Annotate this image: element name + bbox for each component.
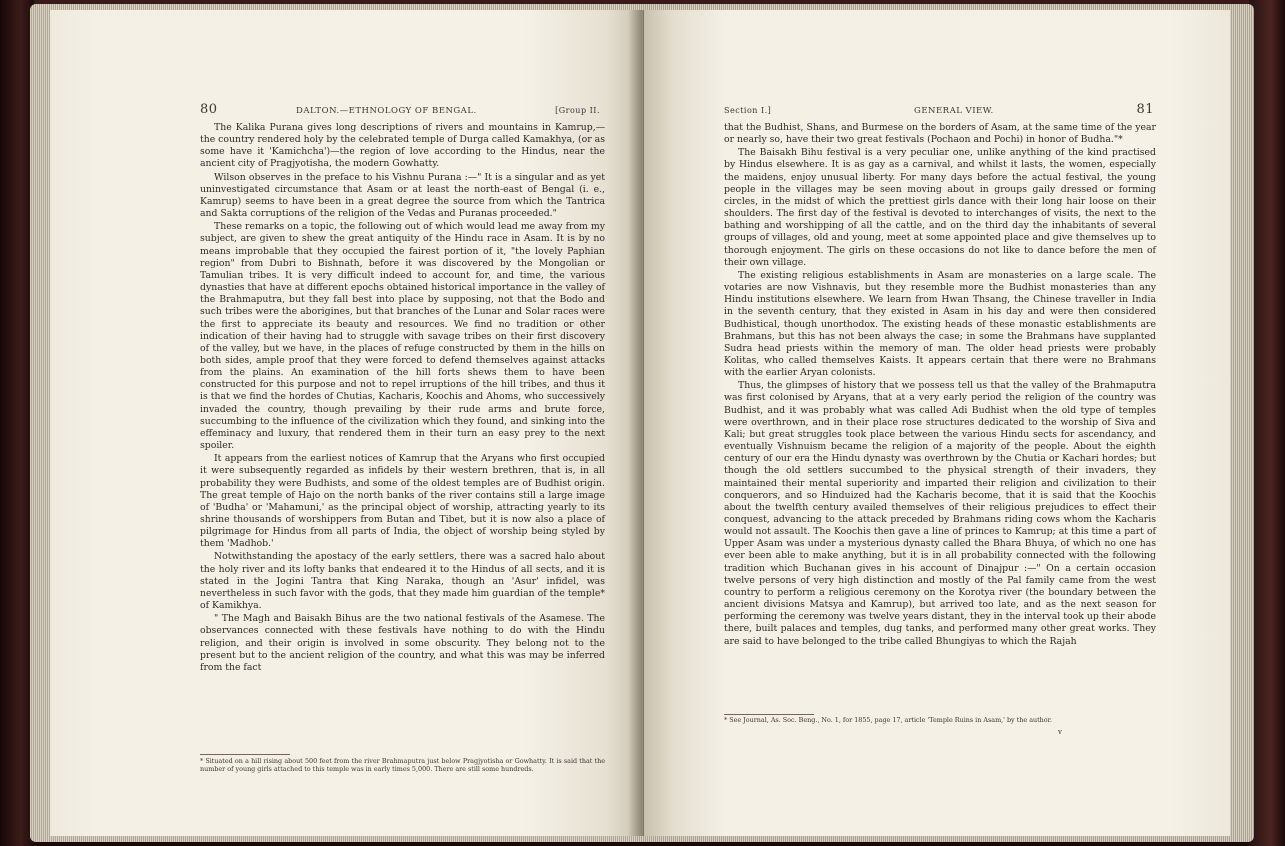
left-paragraph: " The Magh and Baisakh Bihus are the two national festivals of the Asamese. The observances connected with these festivals have nothing to do with the Hindu religion, and their origin is involved in some obscurity. They belong not to the present but to the ancient religion of the country, and what this was may be inferred from the fact	[200, 613, 605, 673]
right-section-label: Section I.]	[724, 106, 772, 115]
right-page-number: 81	[1136, 102, 1154, 117]
right-footnote: * See Journal, As. Soc. Beng., No. 1, for 1855, page 17, article 'Temple Ruins in Asam,' by the author.	[724, 716, 1053, 724]
cover-edge-left	[0, 0, 34, 846]
left-page	[50, 10, 642, 836]
left-footnote: * Situated on a hill rising about 500 feet from the river Brahmaputra just below Pragjyotisha or Gowhatty. It is said that the number of young girls attached to this temple was in early times 5,000. There are still some hundreds.	[200, 757, 605, 773]
left-paragraph: These remarks on a topic, the following out of which would lead me away from my subject, are given to shew the great antiquity of the Hindu race in Asam. It is by no means improbable that they occupied the fairest portion of it, "the lovely Paphian region" from Dubri to Bishnath, before it was discovered by the Mongolian or Tamulian tribes. It is very difficult indeed to account for, and time, the various dynasties that have at different epochs obtained historical importance in the valley of the Brahmaputra, but they fall best into place by supposing, not that the Bodo and such tribes were the aborigines, but that branches of the Lunar and Solar races were the first to appreciate its beauty and resources. We find no tradition or other indication of their having had to struggle with savage tribes on their first discovery of the valley, but we have, in the places of refuge constructed by them in the hills on both sides, ample proof that they were forced to defend themselves against attacks from the plains. An examination of the hill forts shews them to have been constructed for this purpose and not to repel irruptions of the hill tribes, and thus it is that we find the hordes of Chutias, Kacharis, Koochis and Ahoms, who successively invaded the country, though prevailing by their rude arms and brute force, succumbing to the influence of the civilization which they found, and sinking into the effeminacy and luxury, that rendered them in their turn an easy prey to the next spoiler.	[200, 221, 605, 452]
right-paragraph: The Baisakh Bihu festival is a very peculiar one, unlike anything of the kind practised by Hindus elsewhere. It is as gay as a carnival, and whilst it lasts, the women, especially the maidens, enjoy unusual liberty. For many days before the actual festival, the young people in the villages may be seen moving about in groups gaily dressed or forming circles, in the midst of which the prettiest girls dance with their long hair loose on their shoulders. The first day of the festival is devoted to interchanges of visits, the next to the bathing and worshipping of all the cattle, and on the third day the inhabitants of several groups of villages, old and young, meet at some appointed place and give themselves up to thorough enjoyment. The girls on these occasions do not like to dance before the men of their own village.	[724, 147, 1156, 268]
right-paragraph: Thus, the glimpses of history that we possess tell us that the valley of the Brahmaputra was first colonised by Aryans, that at a very early period the religion of the country was Budhist, and it was probably what was called Adi Budhist when the old type of temples were overthrown, and in their place rose structures dedicated to the worship of Siva and Kali; but great struggles took place between the various Hindu sects for ascendancy, and eventually Vishnuism became the religion of a majority of the people. About the eighth century of our era the Hindu dynasty was overthrown by the Chutia or Kachari hordes; but though the old settlers succumbed to the physical strength of their invaders, they maintained their mental superiority and imparted their religion and civilization to their conquerors, and so Hinduized had the Kacharis become, that it is said that the Koochis about the twelfth century availed themselves of their religious prejudices to effect their conquest, advancing to the attack preceded by Brahmans riding cows whom the Kacharis would not assault. The Koochis then gave a line of princes to Kamrup; at this time a part of Upper Asam was under a mysterious dynasty called the Bhara Bhuya, of which no one has ever been able to make anything, but it is in all probability connected with the following tradition which Buchanan gives in his account of Dinajpur :—" On a certain occasion twelve persons of very high distinction and mostly of the Pal family came from the west country to perform a religious ceremony on the Korotya river (the boundary between the ancient divisions Matsya and Kamrup), but arrived too late, and as the next season for performing the ceremony was twelve years distant, they in the interval took up their abode there, built palaces and temples, dug tanks, and performed many other great works. They are said to have belonged to the tribe called Bhungiyas to which the Rajah	[724, 380, 1156, 647]
right-paragraph: that the Budhist, Shans, and Burmese on the borders of Asam, at the same time of the year or nearly so, have their two great festivals (Pochaon and Pochi) in honor of Budha."*	[724, 122, 1156, 146]
left-section-label: [Group II.	[555, 106, 600, 115]
right-running-title: GENERAL VIEW.	[914, 106, 994, 116]
left-running-title: DALTON.—ETHNOLOGY OF BENGAL.	[296, 106, 477, 116]
left-footnote-rule	[200, 754, 290, 755]
right-running-head	[724, 102, 1154, 117]
left-paragraph: Wilson observes in the preface to his Vishnu Purana :—" It is a singular and as yet uninvestigated circumstance that Asam or at least the north-east of Bengal (i. e., Kamrup) seems to have been in a great degree the source from which the Tantrica and Sakta corruptions of the religion of the Vedas and Puranas proceeded."	[200, 171, 605, 220]
left-paragraph: Notwithstanding the apostacy of the early settlers, there was a sacred halo about the holy river and its lofty banks that endeared it to the Hindus of all sects, and it is stated in the Jogini Tantra that King Naraka, though an 'Asur' infidel, was nevertheless in such favor with the gods, that they made him guardian of the temple* of Kamikhya.	[200, 551, 605, 612]
left-paragraph: It appears from the earliest notices of Kamrup that the Aryans who first occupied it were subsequently regarded as infidels by their western brethren, that is, in all probability they were Budhists, and some of the oldest temples are of Budhist origin. The great temple of Hajo on the north banks of the river contains still a large image of 'Budha' or 'Mahamuni,' as the principal object of worship, attracting yearly to its shrine thousands of worshippers from Butan and Tibet, but it is now also a place of pilgrimage for Hindus from all parts of India, the object of worship being styled by them 'Madhob.'	[200, 453, 605, 550]
right-page	[644, 10, 1230, 836]
signature-mark: v	[1058, 728, 1062, 736]
left-running-head	[200, 102, 600, 117]
cover-edge-right	[1249, 0, 1285, 846]
left-paragraph: The Kalika Purana gives long descriptions of rivers and mountains in Kamrup,—the country rendered holy by the celebrated temple of Durga called Kamakhya, (or as some have it 'Kamichcha')—the region of love according to the Hindus, near the ancient city of Pragjyotisha, the modern Gowhatty.	[200, 122, 605, 170]
left-page-number: 80	[200, 102, 218, 117]
right-body-text	[724, 122, 1156, 649]
right-paragraph: The existing religious establishments in Asam are monasteries on a large scale. The votaries are now Vishnavis, but they resemble more the Budhist monasteries than any Hindu institutions elsewhere. We learn from Hwan Thsang, the Chinese traveller in India in the seventh century, that they existed in Asam in his day and were then considered Budhistical, though unorthodox. The existing heads of these monastic establishments are Brahmans, but this has not been always the case; in some the Brahmans have supplanted Sudra head priests within the memory of man. The older head priests were probably Kolitas, who called themselves Kaists. It appears certain that there were no Brahmans with the earlier Aryan colonists.	[724, 269, 1156, 379]
left-body-text	[200, 122, 605, 675]
right-footnote-rule	[724, 714, 814, 715]
